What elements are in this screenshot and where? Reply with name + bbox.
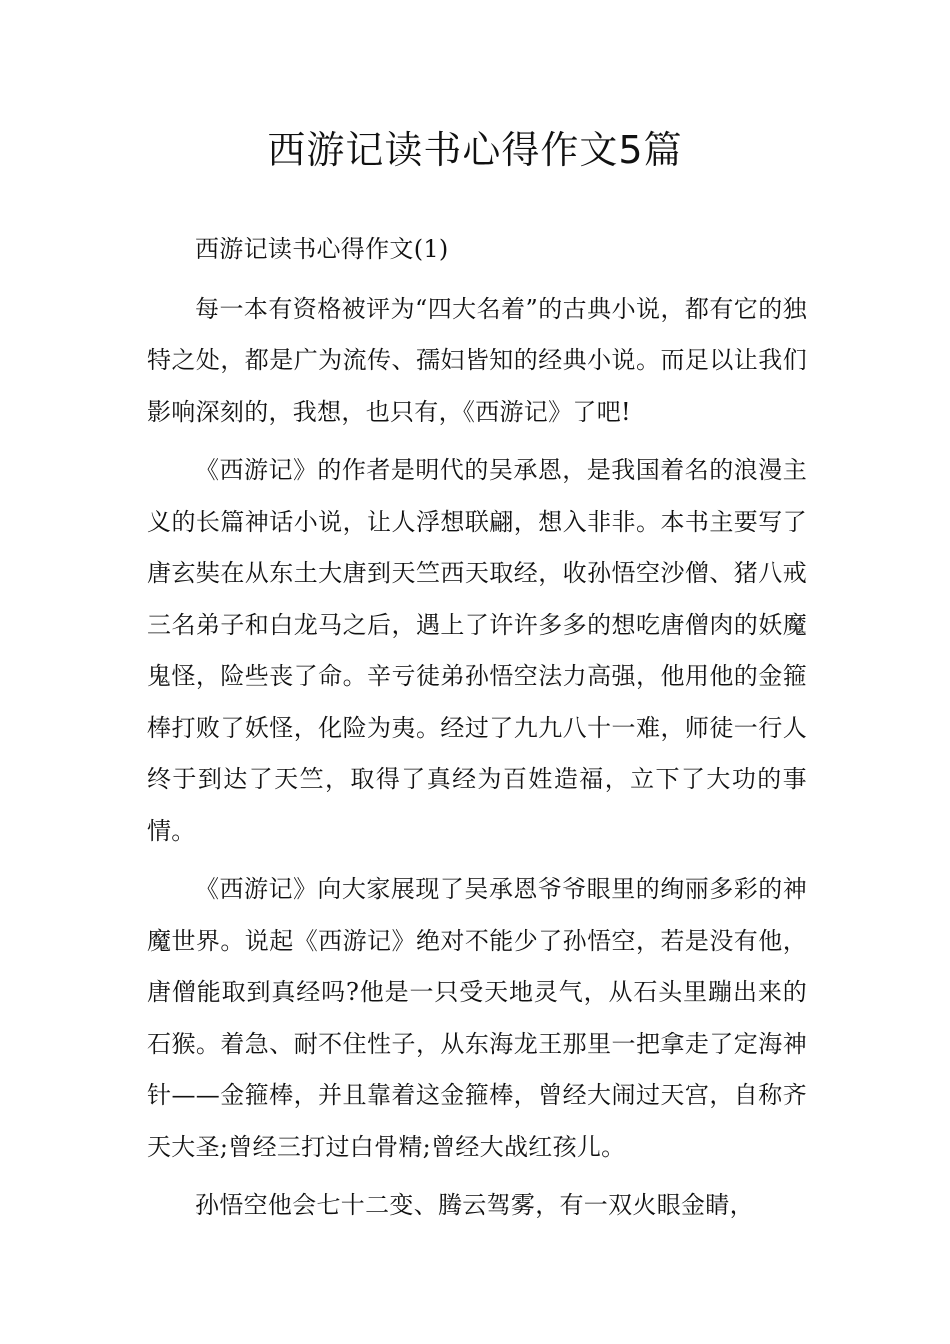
paragraph-1: 每一本有资格被评为“四大名着”的古典小说，都有它的独特之处，都是广为流传、孺妇皆知的经典小说。而足以让我们影响深刻的，我想，也只有，《西游记》了吧! (147, 294, 807, 426)
document-body (147, 224, 807, 1239)
section-subheading: 西游记读书心得作文(1) (195, 235, 449, 263)
paragraph-4: 孙悟空他会七十二变、腾云驾雾，有一双火眼金睛， (195, 1191, 754, 1219)
paragraph-3: 《西游记》向大家展现了吴承恩爷爷眼里的绚丽多彩的神魔世界。说起《西游记》绝对不能少了孙悟空，若是没有他，唐僧能取到真经吗?他是一只受天地灵气，从石头里蹦出来的石猴。着急、耐不住性子，从东海龙王那里一把拿走了定海神针——金箍棒，并且靠着这金箍棒，曾经大闹过天宫，自称齐天大圣;曾经三打过白骨精;曾经大战红孩儿。 (147, 875, 807, 1161)
paragraph-2: 《西游记》的作者是明代的吴承恩，是我国着名的浪漫主义的长篇神话小说，让人浮想联翩，想入非非。本书主要写了唐玄奘在从东土大唐到天竺西天取经，收孙悟空沙僧、猪八戒三名弟子和白龙马之后，遇上了许许多多的想吃唐僧肉的妖魔鬼怪，险些丧了命。辛亏徒弟孙悟空法力高强，他用他的金箍棒打败了妖怪，化险为夷。经过了九九八十一难，师徒一行人终于到达了天竺，取得了真经为百姓造福，立下了大功的事情。 (147, 456, 807, 845)
document-title: 西游记读书心得作文5篇 (267, 128, 683, 172)
